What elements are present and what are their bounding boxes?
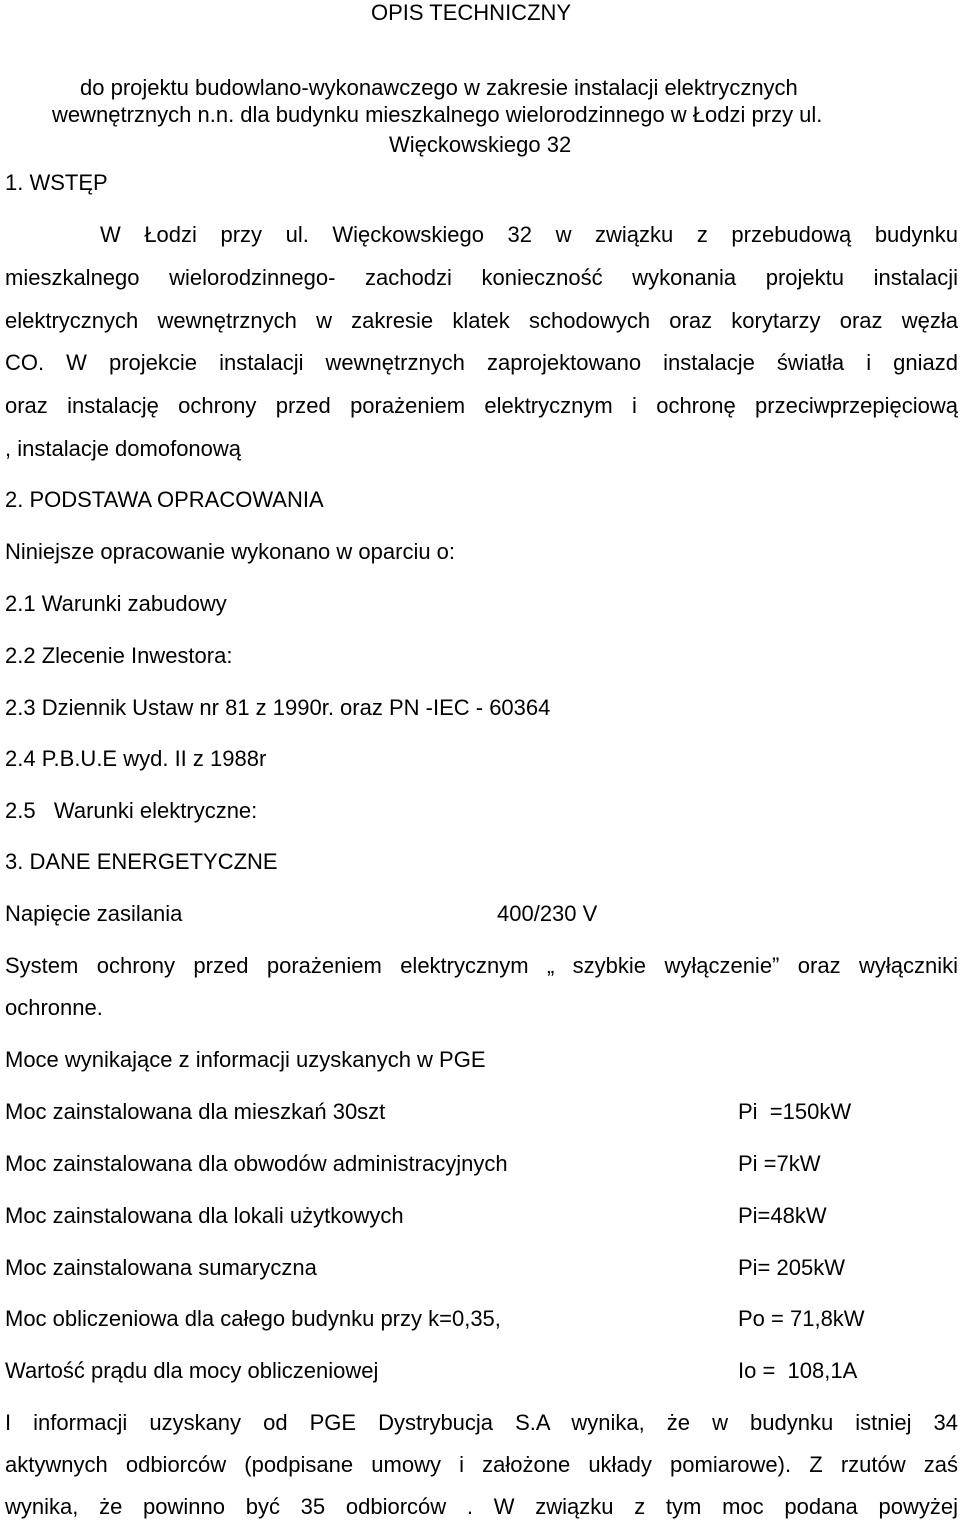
section-3-heading: 3. DANE ENERGETYCZNE [5, 849, 278, 874]
section-1-line: , instalacje domofonową [5, 436, 242, 461]
power-row-label: Moc obliczeniowa dla całego budynku przy k=0,35, [5, 1306, 501, 1331]
section-2-heading: 2. PODSTAWA OPRACOWANIA [5, 487, 324, 512]
basis-item: 2.1 Warunki zabudowy [5, 591, 227, 616]
power-row-value: Pi =7kW [738, 1151, 821, 1176]
power-row-value: Pi=48kW [738, 1203, 827, 1228]
voltage-label: Napięcie zasilania [5, 901, 183, 926]
section-1-line: oraz instalację ochrony przed porażeniem elektrycznym i ochronę przeciwprzepięciową [5, 393, 958, 418]
section-1-line: CO. W projekcie instalacji wewnętrznych zaprojektowano instalacje światła i gniazd [5, 350, 958, 375]
power-row-value: Pi= 205kW [738, 1255, 845, 1280]
section-1-line: W Łodzi przy ul. Więckowskiego 32 w związku z przebudową budynku [100, 222, 958, 247]
subtitle-line-3: Więckowskiego 32 [389, 132, 572, 157]
section-1-line: elektrycznych wewnętrznych w zakresie klatek schodowych oraz korytarzy oraz węzła [5, 308, 958, 333]
protection-line: System ochrony przed porażeniem elektrycznym „ szybkie wyłączenie” oraz wyłączniki [5, 953, 958, 978]
final-line: wynika, że powinno być 35 odbiorców . W związku z tym moc podana powyżej [5, 1494, 958, 1519]
power-row-label: Moc zainstalowana dla lokali użytkowych [5, 1203, 404, 1228]
final-line: aktywnych odbiorców (podpisane umowy i założone układy pomiarowe). Z rzutów zaś [5, 1452, 958, 1477]
power-row-label: Moc zainstalowana dla obwodów administracyjnych [5, 1151, 508, 1176]
voltage-value: 400/230 V [497, 901, 598, 926]
section-1-line: mieszkalnego wielorodzinnego- zachodzi konieczność wykonania projektu instalacji [5, 265, 958, 290]
section-2-intro: Niniejsze opracowanie wykonano w oparciu o: [5, 539, 456, 564]
subtitle-line-1: do projektu budowlano-wykonawczego w zakresie instalacji elektrycznych [80, 75, 798, 100]
power-row-label: Moc zainstalowana dla mieszkań 30szt [5, 1099, 386, 1124]
basis-item: 2.3 Dziennik Ustaw nr 81 z 1990r. oraz PN -IEC - 60364 [5, 695, 551, 720]
pge-intro: Moce wynikające z informacji uzyskanych w PGE [5, 1047, 486, 1072]
subtitle-line-2: wewnętrznych n.n. dla budynku mieszkalnego wielorodzinnego w Łodzi przy ul. [52, 102, 823, 127]
basis-item: 2.2 Zlecenie Inwestora: [5, 643, 233, 668]
section-1-heading: 1. WSTĘP [5, 170, 108, 195]
basis-item: 2.5 Warunki elektryczne: [5, 798, 258, 823]
protection-line: ochronne. [5, 995, 103, 1020]
document-title: OPIS TECHNICZNY [371, 0, 572, 25]
power-row-value: Io = 108,1A [738, 1358, 858, 1383]
basis-item: 2.4 P.B.U.E wyd. II z 1988r [5, 746, 267, 771]
power-row-label: Moc zainstalowana sumaryczna [5, 1255, 317, 1280]
power-row-label: Wartość prądu dla mocy obliczeniowej [5, 1358, 379, 1383]
final-line: I informacji uzyskany od PGE Dystrybucja S.A wynika, że w budynku istniej 34 [5, 1410, 958, 1435]
power-row-value: Pi =150kW [738, 1099, 852, 1124]
power-row-value: Po = 71,8kW [738, 1306, 865, 1331]
